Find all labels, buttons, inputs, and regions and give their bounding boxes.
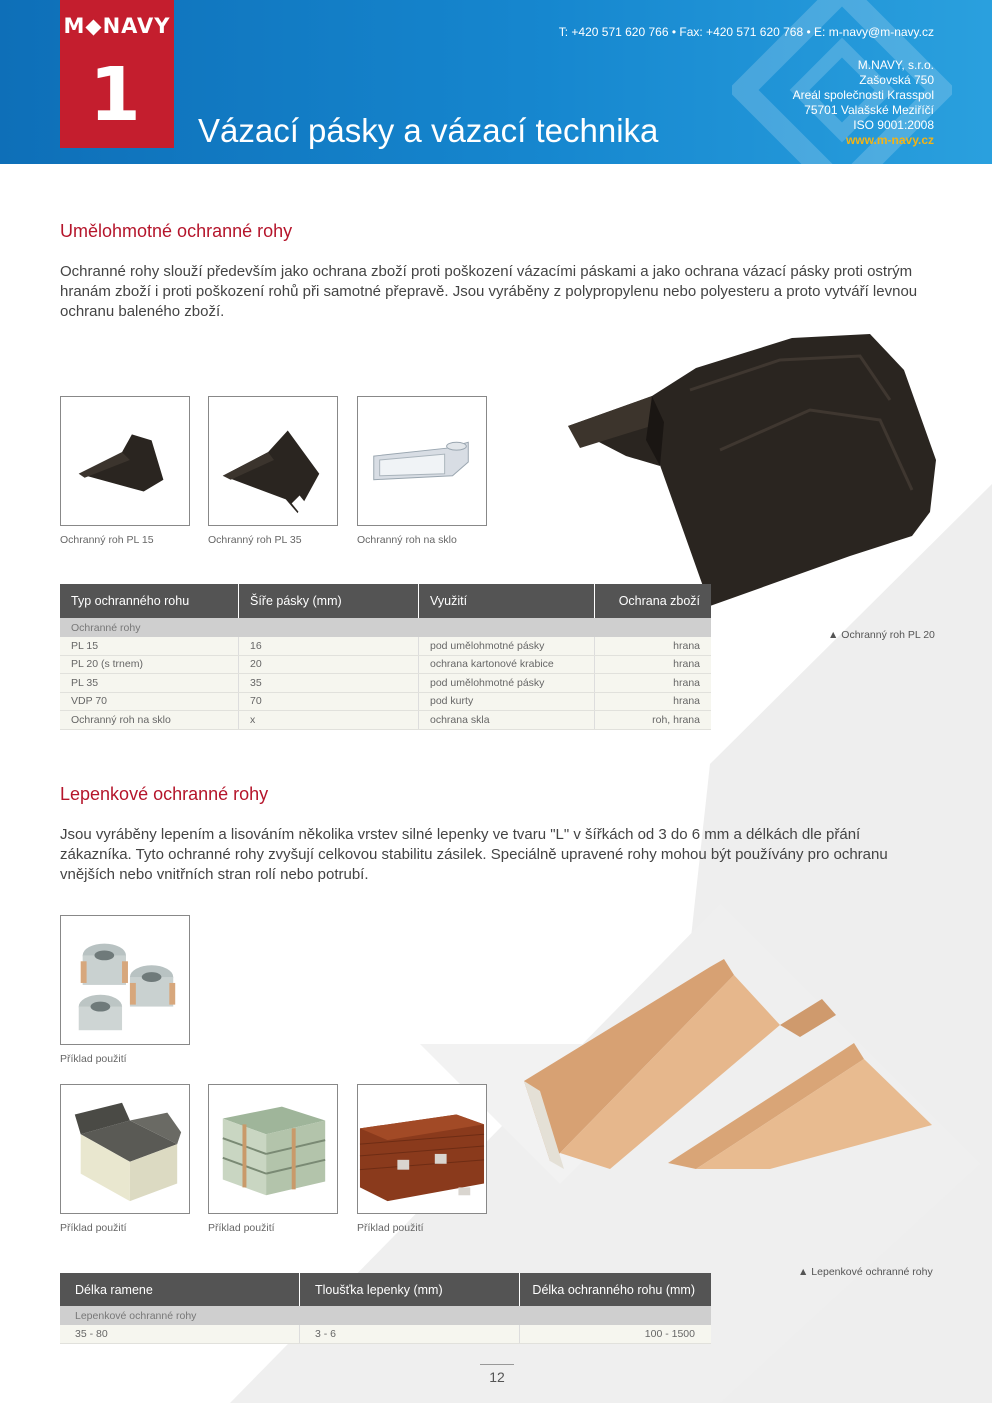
table-cell: 35 bbox=[239, 674, 419, 692]
table-cell: ochrana skla bbox=[419, 711, 595, 729]
table-row bbox=[60, 637, 711, 656]
thumb-glass-caption: Ochranný roh na sklo bbox=[357, 534, 457, 546]
table-cell: PL 15 bbox=[60, 637, 239, 655]
thumb-glass-image bbox=[357, 396, 487, 526]
thumb-usage-rolls-image bbox=[60, 915, 190, 1045]
column-header: Délka ramene bbox=[60, 1273, 300, 1306]
page-header bbox=[0, 0, 992, 164]
cardboard-corners-caption: ▲ Lepenkové ochranné rohy bbox=[798, 1266, 933, 1278]
header-address bbox=[793, 58, 934, 148]
table-cell: hrana bbox=[673, 658, 700, 671]
table-cell: 100 - 1500 bbox=[644, 1327, 695, 1340]
table-cell: hrana bbox=[673, 676, 700, 689]
thumb-usage-pallet-image bbox=[208, 1084, 338, 1214]
page-number: 12 bbox=[489, 1369, 505, 1385]
company-iso: ISO 9001:2008 bbox=[853, 118, 934, 132]
company-name: M.NAVY, s.r.o. bbox=[857, 58, 934, 72]
thumb-usage-caption: Příklad použití bbox=[60, 1222, 127, 1234]
table-cell: pod kurty bbox=[419, 693, 595, 711]
column-header: Typ ochranného rohu bbox=[60, 584, 239, 618]
thumb-pl35-caption: Ochranný roh PL 35 bbox=[208, 534, 302, 546]
brand-box bbox=[60, 0, 174, 148]
thumb-usage-wood-image bbox=[357, 1084, 487, 1214]
table-group-label: Ochranné rohy bbox=[60, 618, 711, 637]
pl20-corner-image bbox=[560, 330, 940, 610]
table-cell: ochrana kartonové krabice bbox=[419, 656, 595, 674]
table-header bbox=[60, 584, 711, 618]
table-cell: 16 bbox=[239, 637, 419, 655]
thumb-usage-box-image bbox=[60, 1084, 190, 1214]
table-cell: x bbox=[239, 711, 419, 729]
table-row bbox=[60, 693, 711, 712]
thumb-usage-caption: Příklad použití bbox=[208, 1222, 275, 1234]
table-cell: 20 bbox=[239, 656, 419, 674]
table-cell: 3 - 6 bbox=[300, 1325, 520, 1343]
table-cell: 35 - 80 bbox=[60, 1325, 300, 1343]
table-cell: Ochranný roh na sklo bbox=[60, 711, 239, 729]
table-group-label: Lepenkové ochranné rohy bbox=[60, 1306, 711, 1325]
thumb-usage-caption: Příklad použití bbox=[357, 1222, 424, 1234]
table-cell: pod umělohmotné pásky bbox=[419, 637, 595, 655]
table-row bbox=[60, 711, 711, 730]
cardboard-corners-table bbox=[60, 1273, 711, 1344]
column-header: Využití bbox=[419, 584, 595, 618]
column-header: Šíře pásky (mm) bbox=[239, 584, 419, 618]
table-row bbox=[60, 674, 711, 693]
company-website-link[interactable]: www.m-navy.cz bbox=[845, 133, 934, 147]
page-title: Vázací pásky a vázací technika bbox=[198, 112, 659, 149]
table-cell: hrana bbox=[673, 695, 700, 708]
page-number-rule bbox=[480, 1364, 514, 1365]
brand-logo: M◆NAVY bbox=[63, 14, 171, 38]
table-cell: pod umělohmotné pásky bbox=[419, 674, 595, 692]
table-row bbox=[60, 1325, 711, 1344]
header-contact: T: +420 571 620 766 • Fax: +420 571 620 768 • E: m-navy@m-navy.cz bbox=[558, 25, 934, 39]
section-title-plastic-corners: Umělohmotné ochranné rohy bbox=[60, 221, 293, 241]
company-street: Zašovská 750 bbox=[859, 73, 934, 87]
column-header: Délka ochranného rohu (mm) bbox=[532, 1282, 695, 1297]
table-cell: 70 bbox=[239, 693, 419, 711]
thumb-pl15-image bbox=[60, 396, 190, 526]
pl20-caption: ▲ Ochranný roh PL 20 bbox=[828, 629, 935, 641]
thumb-pl15-caption: Ochranný roh PL 15 bbox=[60, 534, 154, 546]
table-cell: PL 35 bbox=[60, 674, 239, 692]
section-text-cardboard-corners: Jsou vyráběny lepením a lisováním několika vrstev silné lepenky ve tvaru "L" v šířkách od 3 do 6 mm a délkách dle přání zákazníka. Tyto ochranné rohy zvyšují celkovou stabilitu zásilek. Speciálně upravené rohy mohou být používány pro ochranu vnějších nebo vnitřních stran rolí nebo potrubí. bbox=[60, 826, 888, 883]
section-text-plastic-corners: Ochranné rohy slouží především jako ochrana zboží proti poškození vázacími páskami a jako ochrana vázací pásky proti ostrým hranám zboží i proti poškození rohů při samotné přepravě. Jsou vyráběny z polypropylenu nebo polyesteru a proto vytváří levnou ochranu baleného zboží. bbox=[60, 263, 918, 320]
table-cell: roh, hrana bbox=[652, 713, 700, 726]
table-cell: hrana bbox=[673, 639, 700, 652]
table-cell: VDP 70 bbox=[60, 693, 239, 711]
table-row bbox=[60, 656, 711, 675]
chapter-number: 1 bbox=[89, 52, 141, 138]
column-header: Ochrana zboží bbox=[618, 594, 700, 608]
section-title-cardboard-corners: Lepenkové ochranné rohy bbox=[60, 784, 269, 804]
thumb-pl35-image bbox=[208, 396, 338, 526]
column-header: Tloušťka lepenky (mm) bbox=[300, 1273, 520, 1306]
thumb-usage-caption: Příklad použití bbox=[60, 1053, 127, 1065]
company-area: Areál společnosti Krasspol bbox=[792, 88, 934, 102]
plastic-corners-table bbox=[60, 584, 711, 730]
table-header bbox=[60, 1273, 711, 1306]
cardboard-corners-image bbox=[520, 955, 940, 1170]
company-city: 75701 Valašské Meziříčí bbox=[804, 103, 934, 117]
table-cell: PL 20 (s trnem) bbox=[60, 656, 239, 674]
